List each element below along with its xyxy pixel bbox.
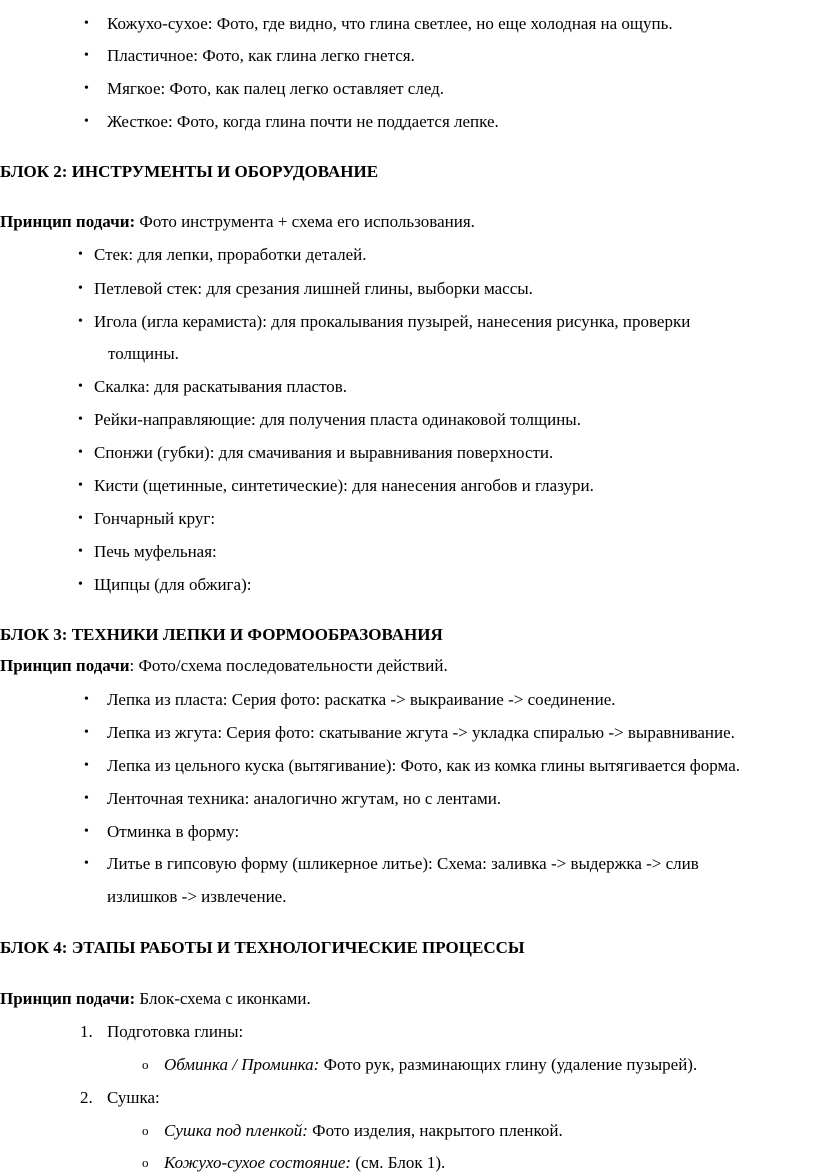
principle-label: Принцип подачи <box>0 656 130 675</box>
sub-bullet-icon: o <box>142 1123 149 1138</box>
sub-bullet-icon: o <box>142 1057 149 1072</box>
bullet-icon: • <box>78 281 83 296</box>
sub-item-term: Сушка под пленкой: <box>164 1121 308 1140</box>
bullet-icon: • <box>84 692 89 707</box>
sub-bullet-icon: o <box>142 1155 149 1170</box>
section-heading: БЛОК 3: ТЕХНИКИ ЛЕПКИ И ФОРМООБРАЗОВАНИЯ <box>0 625 443 644</box>
sub-item-text: (см. Блок 1). <box>351 1153 446 1172</box>
step-number: 1. <box>80 1022 93 1041</box>
section-heading: БЛОК 4: ЭТАПЫ РАБОТЫ И ТЕХНОЛОГИЧЕСКИЕ ПРОЦЕССЫ <box>0 938 525 957</box>
list-item: Отминка в форму: <box>107 822 240 841</box>
list-item: Гончарный круг: <box>94 509 216 528</box>
bullet-icon: • <box>78 314 83 329</box>
bullet-icon: • <box>84 791 89 806</box>
section-heading: БЛОК 2: ИНСТРУМЕНТЫ И ОБОРУДОВАНИЕ <box>0 162 379 181</box>
step-label: Сушка: <box>107 1088 160 1107</box>
principle-label: Принцип подачи: <box>0 212 136 231</box>
list-item: Щипцы (для обжига): <box>94 575 252 594</box>
bullet-icon: • <box>78 379 83 394</box>
principle-text: : Фото/схема последовательности действий. <box>129 656 448 675</box>
bullet-icon: • <box>78 478 83 493</box>
bullet-icon: • <box>78 445 83 460</box>
list-item: Пластичное: Фото, как глина легко гнется. <box>107 46 415 65</box>
sub-list-item <box>164 1054 697 1076</box>
bullet-icon: • <box>84 48 89 63</box>
step-label: Подготовка глины: <box>107 1022 244 1041</box>
bullet-icon: • <box>84 16 89 31</box>
list-item: Ленточная техника: аналогично жгутам, но с лентами. <box>107 789 502 808</box>
principle-text: Фото инструмента + схема его использования. <box>135 212 475 231</box>
list-item-continuation: толщины. <box>108 344 179 363</box>
sub-list-item <box>164 1152 445 1174</box>
list-item: Лепка из пласта: Серия фото: раскатка -> выкраивание -> соединение. <box>107 690 616 709</box>
list-item: Петлевой стек: для срезания лишней глины, выборки массы. <box>94 279 533 298</box>
list-item: Стек: для лепки, проработки деталей. <box>94 245 367 264</box>
list-item: Лепка из жгута: Серия фото: скатывание жгута -> укладка спиралью -> выравнивание. <box>107 723 735 742</box>
principle-label: Принцип подачи: <box>0 989 136 1008</box>
principle-line <box>0 211 475 233</box>
list-item: Спонжи (губки): для смачивания и выравнивания поверхности. <box>94 443 554 462</box>
principle-line <box>0 655 448 677</box>
list-item: Скалка: для раскатывания пластов. <box>94 377 348 396</box>
list-item: Литье в гипсовую форму (шликерное литье): Схема: заливка -> выдержка -> слив <box>107 854 699 873</box>
bullet-icon: • <box>84 824 89 839</box>
bullet-icon: • <box>84 81 89 96</box>
principle-line <box>0 988 311 1010</box>
bullet-icon: • <box>78 511 83 526</box>
sub-item-term: Кожухо-сухое состояние: <box>164 1153 352 1172</box>
bullet-icon: • <box>84 725 89 740</box>
bullet-icon: • <box>84 114 89 129</box>
list-item: Жесткое: Фото, когда глина почти не поддается лепке. <box>107 112 499 131</box>
step-number: 2. <box>80 1088 93 1107</box>
bullet-icon: • <box>84 758 89 773</box>
list-item: Рейки-направляющие: для получения пласта одинаковой толщины. <box>94 410 581 429</box>
list-item: Кисти (щетинные, синтетические): для нанесения ангобов и глазури. <box>94 476 594 495</box>
list-item: Игола (игла керамиста): для прокалывания пузырей, нанесения рисунка, проверки <box>94 312 691 331</box>
principle-text: Блок-схема с иконками. <box>135 989 311 1008</box>
list-item: Мягкое: Фото, как палец легко оставляет след. <box>107 79 445 98</box>
bullet-icon: • <box>84 856 89 871</box>
list-item: Кожухо-сухое: Фото, где видно, что глина светлее, но еще холодная на ощупь. <box>107 14 673 33</box>
sub-item-term: Обминка / Проминка: <box>164 1055 320 1074</box>
list-item: Печь муфельная: <box>94 542 217 561</box>
bullet-icon: • <box>78 544 83 559</box>
bullet-icon: • <box>78 577 83 592</box>
list-item: Лепка из цельного куска (вытягивание): Фото, как из комка глины вытягивается форма. <box>107 756 740 775</box>
bullet-icon: • <box>78 412 83 427</box>
sub-list-item <box>164 1120 563 1142</box>
list-item-continuation: излишков -> извлечение. <box>107 887 287 906</box>
sub-item-text: Фото изделия, накрытого пленкой. <box>307 1121 563 1140</box>
sub-item-text: Фото рук, разминающих глину (удаление пузырей). <box>319 1055 698 1074</box>
bullet-icon: • <box>78 247 83 262</box>
